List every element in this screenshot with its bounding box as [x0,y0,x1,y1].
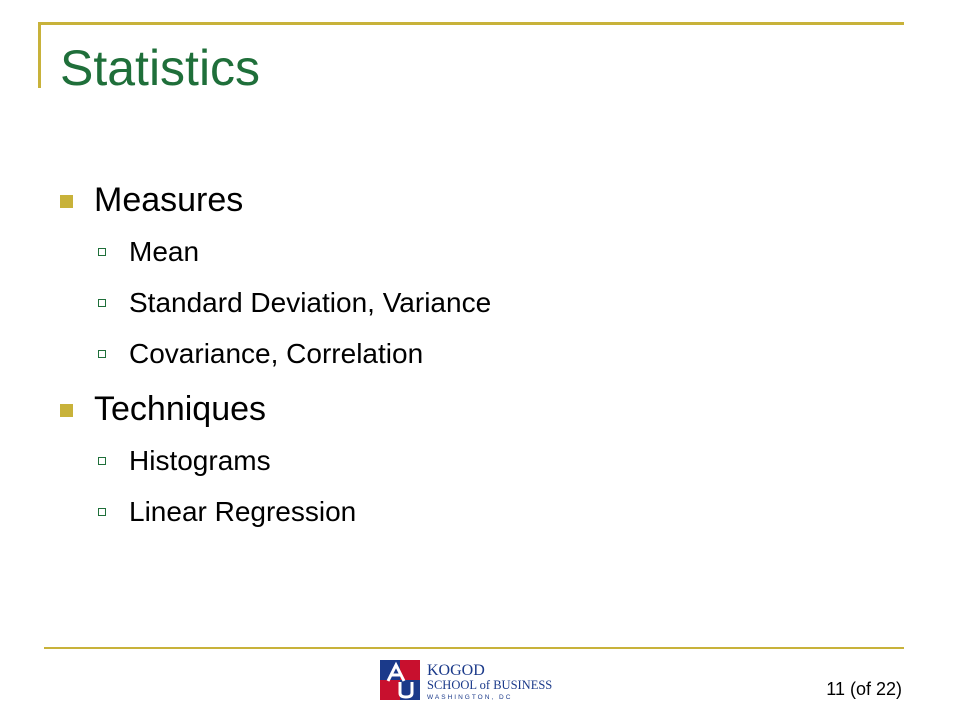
list-item [98,494,900,530]
section-label: Techniques [94,390,267,428]
square-bullet-icon [60,195,73,208]
logo-line-2: SCHOOL of BUSINESS [427,678,553,692]
frame-top-rule [38,22,904,25]
hollow-square-bullet-icon [98,457,106,465]
hollow-square-bullet-icon [98,299,106,307]
hollow-square-bullet-icon [98,350,106,358]
list-item [98,336,900,372]
list-item-label: Linear Regression [129,496,357,527]
slide-title: Statistics [60,40,261,96]
page-number: 11 (of 22) [826,679,902,699]
slide-content [60,178,900,545]
list-item-label: Mean [129,236,200,267]
square-bullet-icon [60,404,73,417]
list-item [98,443,900,479]
logo-line-1: KOGOD [427,662,485,679]
list-item [98,285,900,321]
section-measures [60,178,900,224]
section-label: Measures [94,181,244,219]
frame-left-rule [38,22,41,88]
hollow-square-bullet-icon [98,248,106,256]
list-item-label: Standard Deviation, Variance [129,287,492,318]
logo-line-3: WASHINGTON, DC [427,694,513,701]
hollow-square-bullet-icon [98,508,106,516]
list-item-label: Covariance, Correlation [129,338,424,369]
american-university-logo-icon [380,659,562,701]
list-item [98,234,900,270]
section-techniques [60,387,900,433]
list-item-label: Histograms [129,445,271,476]
footer-rule [44,647,904,649]
